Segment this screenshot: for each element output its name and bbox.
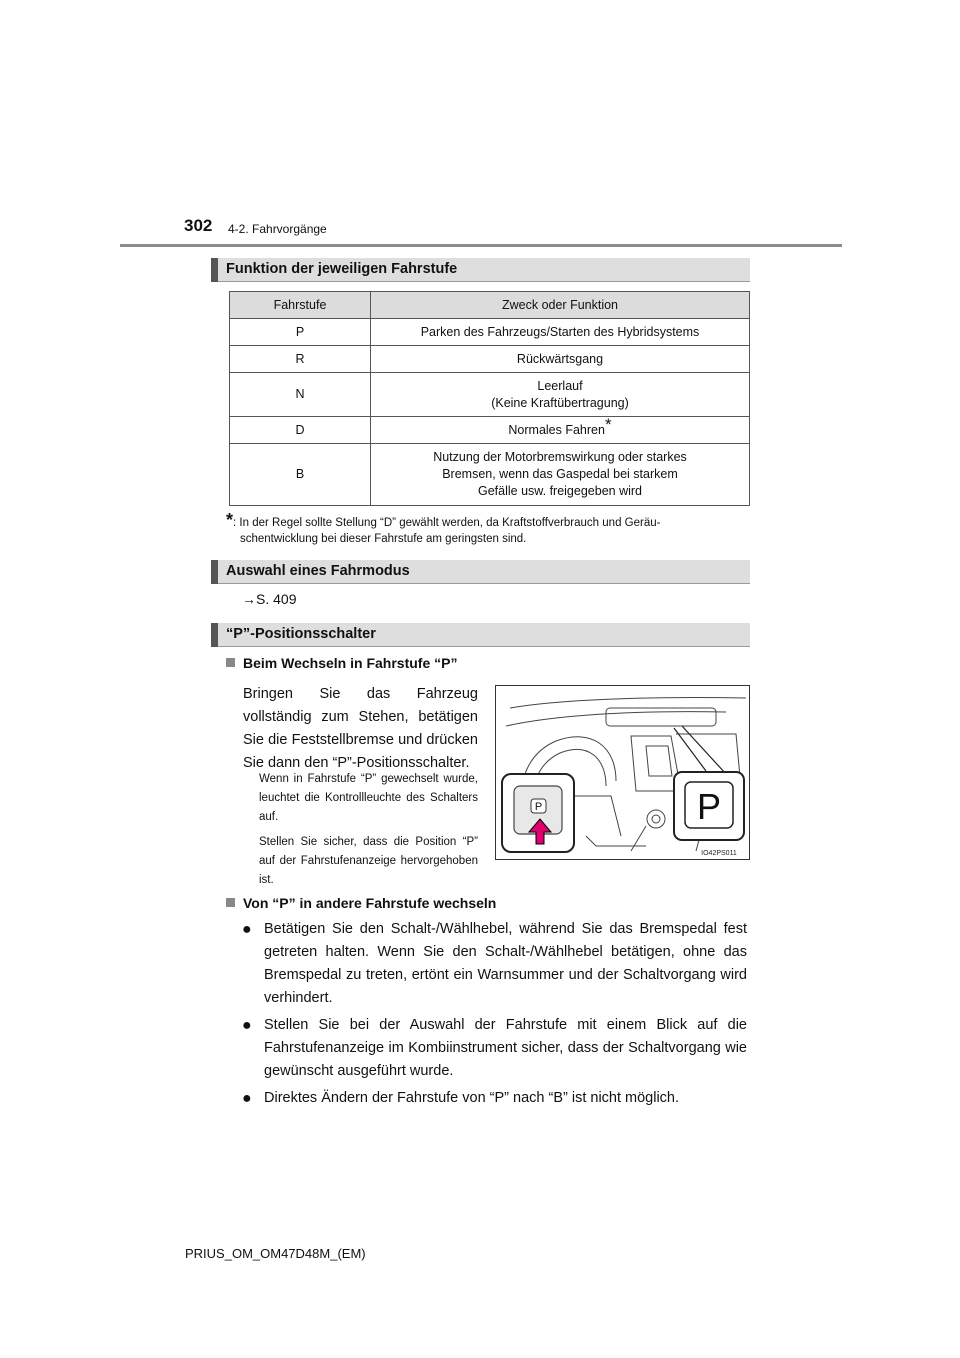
table-cell-stufe: P xyxy=(230,319,371,346)
table-cell-line: (Keine Kraftübertragung) xyxy=(491,395,629,410)
subheading-text: Beim Wechseln in Fahrstufe “P” xyxy=(243,655,458,671)
table-header-cell: Zweck oder Funktion xyxy=(371,292,750,319)
subheading-wechsel-p xyxy=(226,655,457,671)
figure-code: IO42PS011 xyxy=(701,850,737,857)
list-item-text: Direktes Ändern der Fahrstufe von “P” nach “B” ist nicht möglich. xyxy=(264,1090,680,1106)
bullet-list xyxy=(242,918,747,1114)
subheading-text: Von “P” in andere Fahrstufe wechseln xyxy=(243,895,497,911)
section-heading-auswahl xyxy=(211,560,750,584)
table-cell-line: Nutzung der Motorbremswirkung oder starkes xyxy=(433,450,687,464)
footnote-mark: * xyxy=(604,414,612,434)
p-switch-label: P xyxy=(534,801,543,813)
table-row xyxy=(230,319,750,346)
chapter-title: 4-2. Fahrvorgänge xyxy=(228,222,327,236)
bullet-dot-icon: ● xyxy=(242,921,252,938)
table-cell-funktion xyxy=(371,444,750,506)
dashboard-drawing xyxy=(496,686,749,859)
table-cell-stufe: R xyxy=(230,346,371,373)
fahrstufen-table xyxy=(229,291,750,506)
subheading-von-p xyxy=(226,895,496,911)
p-indicator-label: P xyxy=(696,786,722,827)
list-item xyxy=(242,1087,747,1110)
table-row xyxy=(230,346,750,373)
table-cell-line: Gefälle usw. freigegeben wird xyxy=(478,484,642,498)
list-item-text: Stellen Sie bei der Auswahl der Fahrstufe mit einem Blick auf die Fahrstufenanzeige im Kombiinstrument sicher, dass der Schaltvorgang wie gewünscht ausgeführt wurde. xyxy=(264,1017,747,1079)
table-header-row xyxy=(230,292,750,319)
table-cell-text: Normales Fahren xyxy=(508,422,605,437)
table-row xyxy=(230,444,750,506)
document-footer: PRIUS_OM_OM47D48M_(EM) xyxy=(185,1246,366,1261)
table-cell-stufe: D xyxy=(230,417,371,444)
section-tab xyxy=(211,258,218,282)
bullet-dot-icon: ● xyxy=(242,1090,252,1107)
table-cell-funktion xyxy=(371,373,750,417)
section-tab xyxy=(211,623,218,647)
section-tab xyxy=(211,560,218,584)
table-header-cell: Fahrstufe xyxy=(230,292,371,319)
instruction-paragraph: Bringen Sie das Fahrzeug vollständig zum Stehen, betätigen Sie die Feststellbremse und drücken Sie dann den “P”-Positionsschalter. xyxy=(243,686,478,771)
bullet-dot-icon: ● xyxy=(242,1017,252,1034)
table-row xyxy=(230,373,750,417)
note-kontrollleuchte: Wenn in Fahrstufe “P” gewechselt wurde, leuchtet die Kontrollleuchte des Schalters auf. xyxy=(259,773,478,823)
table-cell-line: Leerlauf xyxy=(537,378,583,393)
dashboard-illustration xyxy=(495,685,750,860)
footnote-mark: * xyxy=(226,510,234,530)
table-cell-stufe: N xyxy=(230,373,371,417)
section-heading-p-schalter xyxy=(211,623,750,647)
table-cell-funktion: Rückwärtsgang xyxy=(371,346,750,373)
page-number: 302 xyxy=(184,216,213,235)
table-cell-funktion xyxy=(371,414,750,444)
note-fahrstufenanzeige: Stellen Sie sicher, dass die Position “P” auf der Fahrstufenanzeige hervorgehoben ist. xyxy=(259,836,478,886)
square-bullet-icon xyxy=(226,658,235,667)
callout-line xyxy=(682,726,726,774)
table-row xyxy=(230,417,750,444)
footnote xyxy=(226,512,756,547)
page-reference: →S. 409 xyxy=(242,591,297,607)
section-heading-funktion xyxy=(211,258,750,282)
footnote-text: schentwicklung bei dieser Fahrstufe am geringsten sind. xyxy=(240,533,527,545)
table-cell-line: Bremsen, wenn das Gaspedal bei starkem xyxy=(442,467,678,481)
section-title: “P”-Positionsschalter xyxy=(226,626,376,642)
section-title: Auswahl eines Fahrmodus xyxy=(226,563,410,579)
header-rule xyxy=(120,244,842,247)
list-item xyxy=(242,918,747,1010)
list-item-text: Betätigen Sie den Schalt-/Wählhebel, während Sie das Bremspedal fest getreten halten. Wenn Sie den Schalt-/Wählhebel betätigen, ohne das Bremspedal zu treten, ertönt ein Warnsummer und der Schaltvorgang wird verhindert. xyxy=(264,921,747,1006)
table-cell-funktion: Parken des Fahrzeugs/Starten des Hybridsystems xyxy=(371,319,750,346)
section-title: Funktion der jeweiligen Fahrstufe xyxy=(226,261,458,277)
table-cell-stufe: B xyxy=(230,444,371,506)
list-item xyxy=(242,1014,747,1083)
footnote-text: : In der Regel sollte Stellung “D” gewählt werden, da Kraftstoffverbrauch und Geräu- xyxy=(233,517,661,529)
square-bullet-icon xyxy=(226,898,235,907)
